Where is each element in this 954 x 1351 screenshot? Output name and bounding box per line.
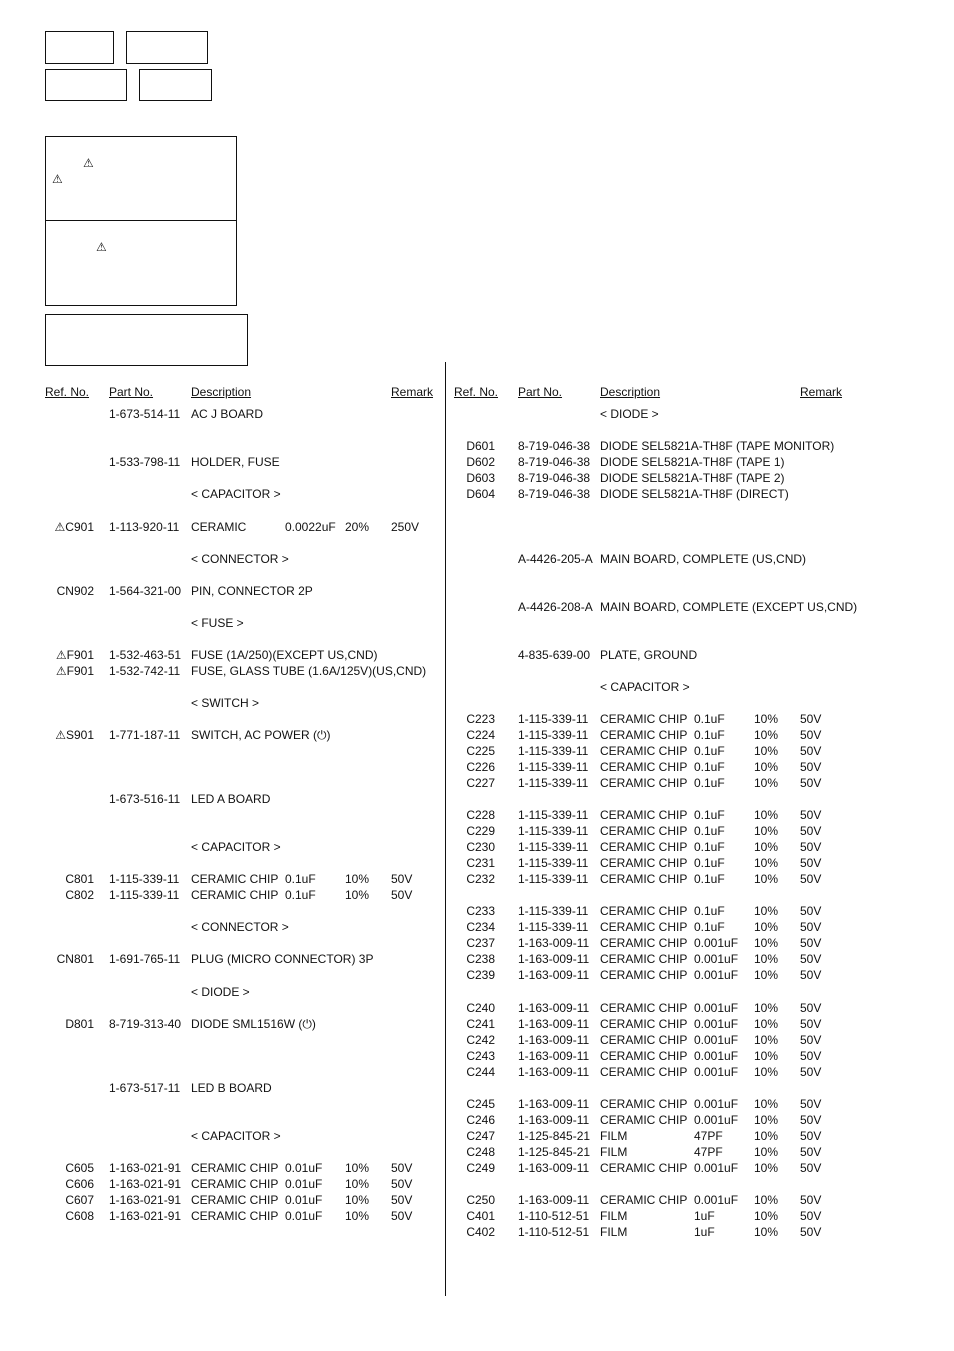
voltage-cell: 50V bbox=[800, 1193, 822, 1207]
description-cell: PIN, CONNECTOR 2P bbox=[191, 584, 313, 598]
description-cell: CERAMIC CHIP bbox=[600, 712, 688, 726]
ref-no-cell: C229 bbox=[466, 824, 495, 838]
value-cell: 0.001uF bbox=[694, 1017, 739, 1031]
voltage-cell: 50V bbox=[391, 872, 413, 886]
description-cell: CERAMIC CHIP bbox=[600, 1033, 688, 1047]
value-cell: 0.1uF bbox=[694, 760, 725, 774]
part-no-cell: 1-115-339-11 bbox=[518, 856, 589, 870]
description-cell: FUSE, GLASS TUBE (1.6A/125V)(US,CND) bbox=[191, 664, 427, 678]
value-cell: 0.1uF bbox=[694, 872, 725, 886]
description-cell: CERAMIC CHIP bbox=[600, 1193, 688, 1207]
description-cell: FUSE (1A/250)(EXCEPT US,CND) bbox=[191, 648, 378, 662]
value-cell: 0.001uF bbox=[694, 952, 739, 966]
ref-no-cell: D801 bbox=[65, 1017, 94, 1031]
value-cell: 0.1uF bbox=[694, 856, 725, 870]
description-cell: CERAMIC CHIP bbox=[600, 1161, 688, 1175]
tolerance-cell: 10% bbox=[754, 1017, 779, 1031]
header-part-no: Part No. bbox=[518, 385, 563, 399]
value-cell: 0.001uF bbox=[694, 1113, 739, 1127]
voltage-cell: 50V bbox=[391, 1209, 413, 1223]
part-no-cell: 1-163-021-91 bbox=[109, 1193, 182, 1207]
warning-icon: ⚠ bbox=[83, 156, 94, 170]
part-no-cell: 1-533-798-11 bbox=[109, 455, 181, 469]
part-no-cell: 1-115-339-11 bbox=[518, 824, 589, 838]
description-cell: CERAMIC CHIP bbox=[600, 856, 688, 870]
description-cell: PLATE, GROUND bbox=[600, 648, 698, 662]
ref-no-cell: C243 bbox=[466, 1049, 495, 1063]
ref-no-cell: C228 bbox=[466, 808, 495, 822]
voltage-cell: 50V bbox=[800, 1033, 822, 1047]
part-no-cell: 1-163-009-11 bbox=[518, 936, 590, 950]
ref-no-cell: C244 bbox=[466, 1065, 495, 1079]
value-cell: 0.1uF bbox=[694, 920, 725, 934]
ref-no-cell: C226 bbox=[466, 760, 495, 774]
value-cell: 0.01uF bbox=[285, 1161, 323, 1175]
ref-no-cell: C608 bbox=[65, 1209, 94, 1223]
voltage-cell: 50V bbox=[800, 776, 822, 790]
tolerance-cell: 10% bbox=[754, 952, 779, 966]
tolerance-cell: 10% bbox=[754, 728, 779, 742]
header-box-1 bbox=[45, 31, 114, 64]
header-part-no: Part No. bbox=[109, 385, 154, 399]
tolerance-cell: 10% bbox=[754, 1049, 779, 1063]
part-no-cell: 1-163-021-91 bbox=[109, 1161, 182, 1175]
description-cell: < CAPACITOR > bbox=[191, 840, 281, 854]
tolerance-cell: 10% bbox=[345, 1193, 370, 1207]
part-no-cell: 1-771-187-11 bbox=[109, 728, 181, 742]
voltage-cell: 50V bbox=[800, 728, 822, 742]
part-no-cell: 1-163-009-11 bbox=[518, 968, 590, 982]
part-no-cell: 1-163-009-11 bbox=[518, 1033, 590, 1047]
tolerance-cell: 10% bbox=[754, 856, 779, 870]
tolerance-cell: 10% bbox=[345, 1177, 370, 1191]
part-no-cell: 1-564-321-00 bbox=[109, 584, 182, 598]
ref-no-cell: ⚠F901 bbox=[55, 648, 94, 662]
description-cell: FILM bbox=[600, 1129, 628, 1143]
value-cell: 1uF bbox=[694, 1209, 715, 1223]
part-no-cell: 1-115-339-11 bbox=[518, 744, 589, 758]
part-no-cell: 1-163-009-11 bbox=[518, 1001, 590, 1015]
ref-no-cell: C227 bbox=[466, 776, 495, 790]
description-cell: CERAMIC CHIP bbox=[600, 840, 688, 854]
description-cell: CERAMIC bbox=[191, 520, 247, 534]
part-no-cell: 1-163-009-11 bbox=[518, 1097, 590, 1111]
ref-no-cell: C231 bbox=[466, 856, 495, 870]
description-cell: CERAMIC CHIP bbox=[600, 1049, 688, 1063]
description-cell: PLUG (MICRO CONNECTOR) 3P bbox=[191, 952, 374, 966]
voltage-cell: 50V bbox=[800, 1145, 822, 1159]
part-no-cell: A-4426-205-A bbox=[518, 552, 593, 566]
voltage-cell: 50V bbox=[800, 856, 822, 870]
tolerance-cell: 10% bbox=[754, 1129, 779, 1143]
value-cell: 0.01uF bbox=[285, 1209, 323, 1223]
header-box-4 bbox=[139, 69, 212, 101]
column-divider bbox=[445, 362, 446, 1296]
description-cell: DIODE SML1516W (⏻) bbox=[191, 1017, 316, 1031]
tolerance-cell: 10% bbox=[754, 920, 779, 934]
voltage-cell: 50V bbox=[800, 1065, 822, 1079]
part-no-cell: 1-163-009-11 bbox=[518, 1193, 590, 1207]
header-ref-no: Ref. No. bbox=[45, 385, 90, 399]
part-no-cell: 1-163-009-11 bbox=[518, 952, 590, 966]
voltage-cell: 50V bbox=[800, 1129, 822, 1143]
part-no-cell: 1-115-339-11 bbox=[109, 872, 180, 886]
tolerance-cell: 10% bbox=[754, 840, 779, 854]
header-remark: Remark bbox=[800, 385, 843, 399]
warning-icon: ⚠ bbox=[96, 240, 107, 254]
part-no-cell: 1-113-920-11 bbox=[109, 520, 180, 534]
description-cell: CERAMIC CHIP bbox=[600, 760, 688, 774]
description-cell: HOLDER, FUSE bbox=[191, 455, 280, 469]
tolerance-cell: 10% bbox=[754, 760, 779, 774]
tolerance-cell: 10% bbox=[754, 1161, 779, 1175]
value-cell: 0.1uF bbox=[285, 888, 316, 902]
ref-no-cell: C401 bbox=[466, 1209, 495, 1223]
tolerance-cell: 10% bbox=[754, 1065, 779, 1079]
description-cell: CERAMIC CHIP bbox=[191, 872, 279, 886]
tolerance-cell: 10% bbox=[754, 968, 779, 982]
tolerance-cell: 10% bbox=[754, 1145, 779, 1159]
ref-no-cell: C225 bbox=[466, 744, 495, 758]
tolerance-cell: 10% bbox=[754, 1209, 779, 1223]
tolerance-cell: 10% bbox=[754, 1225, 779, 1239]
voltage-cell: 50V bbox=[391, 1177, 413, 1191]
value-cell: 0.001uF bbox=[694, 1065, 739, 1079]
voltage-cell: 50V bbox=[800, 968, 822, 982]
safety-notice-box-1 bbox=[45, 136, 237, 221]
ref-no-cell: ⚠C901 bbox=[54, 520, 94, 534]
part-no-cell: 1-115-339-11 bbox=[518, 872, 589, 886]
part-no-cell: 1-115-339-11 bbox=[518, 760, 589, 774]
description-cell: CERAMIC CHIP bbox=[600, 824, 688, 838]
part-no-cell: 1-163-009-11 bbox=[518, 1049, 590, 1063]
part-no-cell: 1-115-339-11 bbox=[518, 776, 589, 790]
part-no-cell: 1-691-765-11 bbox=[109, 952, 181, 966]
description-cell: AC J BOARD bbox=[191, 407, 264, 421]
description-cell: < CAPACITOR > bbox=[600, 680, 690, 694]
part-no-cell: 1-115-339-11 bbox=[518, 904, 589, 918]
description-cell: < DIODE > bbox=[191, 985, 250, 999]
description-cell: CERAMIC CHIP bbox=[191, 1177, 279, 1191]
ref-no-cell: C801 bbox=[65, 872, 94, 886]
ref-no-cell: C802 bbox=[65, 888, 94, 902]
value-cell: 0.1uF bbox=[694, 808, 725, 822]
voltage-cell: 50V bbox=[800, 872, 822, 886]
description-cell: LED A BOARD bbox=[191, 792, 271, 806]
value-cell: 1uF bbox=[694, 1225, 715, 1239]
header-description: Description bbox=[191, 385, 252, 399]
description-cell: CERAMIC CHIP bbox=[600, 1001, 688, 1015]
description-cell: CERAMIC CHIP bbox=[600, 920, 688, 934]
ref-no-cell: C606 bbox=[65, 1177, 94, 1191]
ref-no-cell: C605 bbox=[65, 1161, 94, 1175]
part-no-cell: 8-719-046-38 bbox=[518, 471, 591, 485]
voltage-cell: 50V bbox=[800, 824, 822, 838]
voltage-cell: 50V bbox=[800, 904, 822, 918]
tolerance-cell: 10% bbox=[754, 872, 779, 886]
description-cell: < SWITCH > bbox=[191, 696, 260, 710]
value-cell: 0.001uF bbox=[694, 1001, 739, 1015]
part-no-cell: 8-719-046-38 bbox=[518, 439, 591, 453]
value-cell: 0.1uF bbox=[694, 728, 725, 742]
ref-no-cell: C250 bbox=[466, 1193, 495, 1207]
tolerance-cell: 10% bbox=[754, 712, 779, 726]
part-no-cell: 1-163-009-11 bbox=[518, 1161, 590, 1175]
ref-no-cell: C230 bbox=[466, 840, 495, 854]
value-cell: 0.001uF bbox=[694, 936, 739, 950]
tolerance-cell: 10% bbox=[754, 824, 779, 838]
value-cell: 47PF bbox=[694, 1145, 723, 1159]
tolerance-cell: 10% bbox=[345, 1161, 370, 1175]
description-cell: CERAMIC CHIP bbox=[600, 1017, 688, 1031]
part-no-cell: 8-719-046-38 bbox=[518, 455, 591, 469]
value-cell: 0.001uF bbox=[694, 1161, 739, 1175]
ref-no-cell: CN902 bbox=[56, 584, 94, 598]
description-cell: MAIN BOARD, COMPLETE (US,CND) bbox=[600, 552, 807, 566]
tolerance-cell: 10% bbox=[754, 904, 779, 918]
voltage-cell: 250V bbox=[391, 520, 420, 534]
description-cell: CERAMIC CHIP bbox=[600, 872, 688, 886]
ref-no-cell: C223 bbox=[466, 712, 495, 726]
tolerance-cell: 10% bbox=[345, 888, 370, 902]
ref-no-cell: C246 bbox=[466, 1113, 495, 1127]
tolerance-cell: 20% bbox=[345, 520, 370, 534]
tolerance-cell: 10% bbox=[754, 936, 779, 950]
tolerance-cell: 10% bbox=[754, 1001, 779, 1015]
description-cell: CERAMIC CHIP bbox=[191, 1161, 279, 1175]
description-cell: DIODE SEL5821A-TH8F (TAPE 2) bbox=[600, 471, 785, 485]
part-no-cell: 1-673-514-11 bbox=[109, 407, 181, 421]
part-no-cell: 1-125-845-21 bbox=[518, 1145, 591, 1159]
voltage-cell: 50V bbox=[800, 808, 822, 822]
description-cell: CERAMIC CHIP bbox=[191, 1209, 279, 1223]
part-no-cell: 1-115-339-11 bbox=[518, 712, 589, 726]
header-description: Description bbox=[600, 385, 661, 399]
value-cell: 0.1uF bbox=[285, 872, 316, 886]
tolerance-cell: 10% bbox=[754, 776, 779, 790]
voltage-cell: 50V bbox=[800, 920, 822, 934]
ref-no-cell: C247 bbox=[466, 1129, 495, 1143]
part-no-cell: A-4426-208-A bbox=[518, 600, 593, 614]
description-cell: CERAMIC CHIP bbox=[600, 1097, 688, 1111]
voltage-cell: 50V bbox=[800, 1049, 822, 1063]
ref-no-cell: C239 bbox=[466, 968, 495, 982]
description-cell: CERAMIC CHIP bbox=[191, 1193, 279, 1207]
voltage-cell: 50V bbox=[800, 840, 822, 854]
part-no-cell: 1-673-516-11 bbox=[109, 792, 181, 806]
part-no-cell: 1-163-009-11 bbox=[518, 1113, 590, 1127]
ref-no-cell: C224 bbox=[466, 728, 495, 742]
ref-no-cell: C238 bbox=[466, 952, 495, 966]
value-cell: 0.001uF bbox=[694, 968, 739, 982]
tolerance-cell: 10% bbox=[345, 872, 370, 886]
tolerance-cell: 10% bbox=[754, 808, 779, 822]
ref-no-cell: CN801 bbox=[56, 952, 94, 966]
voltage-cell: 50V bbox=[800, 952, 822, 966]
voltage-cell: 50V bbox=[800, 744, 822, 758]
tolerance-cell: 10% bbox=[345, 1209, 370, 1223]
value-cell: 0.01uF bbox=[285, 1177, 323, 1191]
voltage-cell: 50V bbox=[391, 1193, 413, 1207]
ref-no-cell: D602 bbox=[466, 455, 495, 469]
description-cell: CERAMIC CHIP bbox=[600, 776, 688, 790]
ref-no-cell: C241 bbox=[466, 1017, 495, 1031]
tolerance-cell: 10% bbox=[754, 1113, 779, 1127]
description-cell: FILM bbox=[600, 1225, 628, 1239]
description-cell: DIODE SEL5821A-TH8F (TAPE MONITOR) bbox=[600, 439, 835, 453]
description-cell: LED B BOARD bbox=[191, 1081, 272, 1095]
voltage-cell: 50V bbox=[391, 1161, 413, 1175]
notice-box-3 bbox=[45, 314, 248, 366]
part-no-cell: 1-115-339-11 bbox=[518, 840, 589, 854]
value-cell: 0.001uF bbox=[694, 1033, 739, 1047]
description-cell: FILM bbox=[600, 1145, 628, 1159]
description-cell: CERAMIC CHIP bbox=[600, 936, 688, 950]
voltage-cell: 50V bbox=[800, 1209, 822, 1223]
ref-no-cell: C248 bbox=[466, 1145, 495, 1159]
part-no-cell: 8-719-313-40 bbox=[109, 1017, 182, 1031]
part-no-cell: 1-532-463-51 bbox=[109, 648, 182, 662]
description-cell: MAIN BOARD, COMPLETE (EXCEPT US,CND) bbox=[600, 600, 858, 614]
voltage-cell: 50V bbox=[391, 888, 413, 902]
description-cell: CERAMIC CHIP bbox=[600, 952, 688, 966]
description-cell: CERAMIC CHIP bbox=[600, 1065, 688, 1079]
part-no-cell: 1-532-742-11 bbox=[109, 664, 181, 678]
header-remark: Remark bbox=[391, 385, 434, 399]
value-cell: 0.1uF bbox=[694, 824, 725, 838]
description-cell: < FUSE > bbox=[191, 616, 244, 630]
description-cell: CERAMIC CHIP bbox=[191, 888, 279, 902]
description-cell: CERAMIC CHIP bbox=[600, 968, 688, 982]
tolerance-cell: 10% bbox=[754, 1097, 779, 1111]
part-no-cell: 4-835-639-00 bbox=[518, 648, 591, 662]
voltage-cell: 50V bbox=[800, 1001, 822, 1015]
ref-no-cell: C240 bbox=[466, 1001, 495, 1015]
part-no-cell: 1-125-845-21 bbox=[518, 1129, 591, 1143]
voltage-cell: 50V bbox=[800, 760, 822, 774]
part-no-cell: 1-115-339-11 bbox=[518, 728, 589, 742]
part-no-cell: 1-115-339-11 bbox=[518, 808, 589, 822]
description-cell: < CONNECTOR > bbox=[191, 920, 289, 934]
ref-no-cell: C232 bbox=[466, 872, 495, 886]
header-ref-no: Ref. No. bbox=[454, 385, 499, 399]
voltage-cell: 50V bbox=[800, 1225, 822, 1239]
description-cell: SWITCH, AC POWER (⏻) bbox=[191, 728, 331, 742]
voltage-cell: 50V bbox=[800, 1097, 822, 1111]
ref-no-cell: C607 bbox=[65, 1193, 94, 1207]
value-cell: 0.0022uF bbox=[285, 520, 336, 534]
part-no-cell: 1-673-517-11 bbox=[109, 1081, 181, 1095]
description-cell: CERAMIC CHIP bbox=[600, 728, 688, 742]
value-cell: 0.1uF bbox=[694, 744, 725, 758]
ref-no-cell: C402 bbox=[466, 1225, 495, 1239]
part-no-cell: 1-163-009-11 bbox=[518, 1017, 590, 1031]
tolerance-cell: 10% bbox=[754, 1193, 779, 1207]
part-no-cell: 1-110-512-51 bbox=[518, 1209, 590, 1223]
ref-no-cell: C242 bbox=[466, 1033, 495, 1047]
voltage-cell: 50V bbox=[800, 712, 822, 726]
description-cell: FILM bbox=[600, 1209, 628, 1223]
description-cell: < CONNECTOR > bbox=[191, 552, 289, 566]
ref-no-cell: C245 bbox=[466, 1097, 495, 1111]
value-cell: 0.001uF bbox=[694, 1049, 739, 1063]
value-cell: 0.001uF bbox=[694, 1097, 739, 1111]
ref-no-cell: C237 bbox=[466, 936, 495, 950]
tolerance-cell: 10% bbox=[754, 744, 779, 758]
part-no-cell: 1-163-021-91 bbox=[109, 1177, 182, 1191]
description-cell: < CAPACITOR > bbox=[191, 487, 281, 501]
ref-no-cell: D603 bbox=[466, 471, 495, 485]
part-no-cell: 1-115-339-11 bbox=[518, 920, 589, 934]
voltage-cell: 50V bbox=[800, 1017, 822, 1031]
part-no-cell: 1-110-512-51 bbox=[518, 1225, 590, 1239]
ref-no-cell: C233 bbox=[466, 904, 495, 918]
value-cell: 0.1uF bbox=[694, 840, 725, 854]
description-cell: DIODE SEL5821A-TH8F (TAPE 1) bbox=[600, 455, 785, 469]
header-box-3 bbox=[45, 69, 127, 101]
value-cell: 0.1uF bbox=[694, 776, 725, 790]
description-cell: < CAPACITOR > bbox=[191, 1129, 281, 1143]
description-cell: < DIODE > bbox=[600, 407, 659, 421]
part-no-cell: 1-163-009-11 bbox=[518, 1065, 590, 1079]
part-no-cell: 1-163-021-91 bbox=[109, 1209, 182, 1223]
ref-no-cell: C249 bbox=[466, 1161, 495, 1175]
ref-no-cell: D601 bbox=[466, 439, 495, 453]
part-no-cell: 1-115-339-11 bbox=[109, 888, 180, 902]
value-cell: 0.001uF bbox=[694, 1193, 739, 1207]
voltage-cell: 50V bbox=[800, 936, 822, 950]
voltage-cell: 50V bbox=[800, 1161, 822, 1175]
description-cell: CERAMIC CHIP bbox=[600, 1113, 688, 1127]
safety-notice-box-2 bbox=[45, 220, 237, 306]
ref-no-cell: ⚠S901 bbox=[55, 728, 94, 742]
tolerance-cell: 10% bbox=[754, 1033, 779, 1047]
warning-icon: ⚠ bbox=[52, 172, 63, 186]
voltage-cell: 50V bbox=[800, 1113, 822, 1127]
value-cell: 0.01uF bbox=[285, 1193, 323, 1207]
value-cell: 0.1uF bbox=[694, 904, 725, 918]
value-cell: 47PF bbox=[694, 1129, 723, 1143]
description-cell: CERAMIC CHIP bbox=[600, 808, 688, 822]
ref-no-cell: C234 bbox=[466, 920, 495, 934]
part-no-cell: 8-719-046-38 bbox=[518, 487, 591, 501]
description-cell: CERAMIC CHIP bbox=[600, 904, 688, 918]
description-cell: DIODE SEL5821A-TH8F (DIRECT) bbox=[600, 487, 789, 501]
ref-no-cell: D604 bbox=[466, 487, 495, 501]
header-box-2 bbox=[126, 31, 208, 64]
description-cell: CERAMIC CHIP bbox=[600, 744, 688, 758]
ref-no-cell: ⚠F901 bbox=[55, 664, 94, 678]
value-cell: 0.1uF bbox=[694, 712, 725, 726]
